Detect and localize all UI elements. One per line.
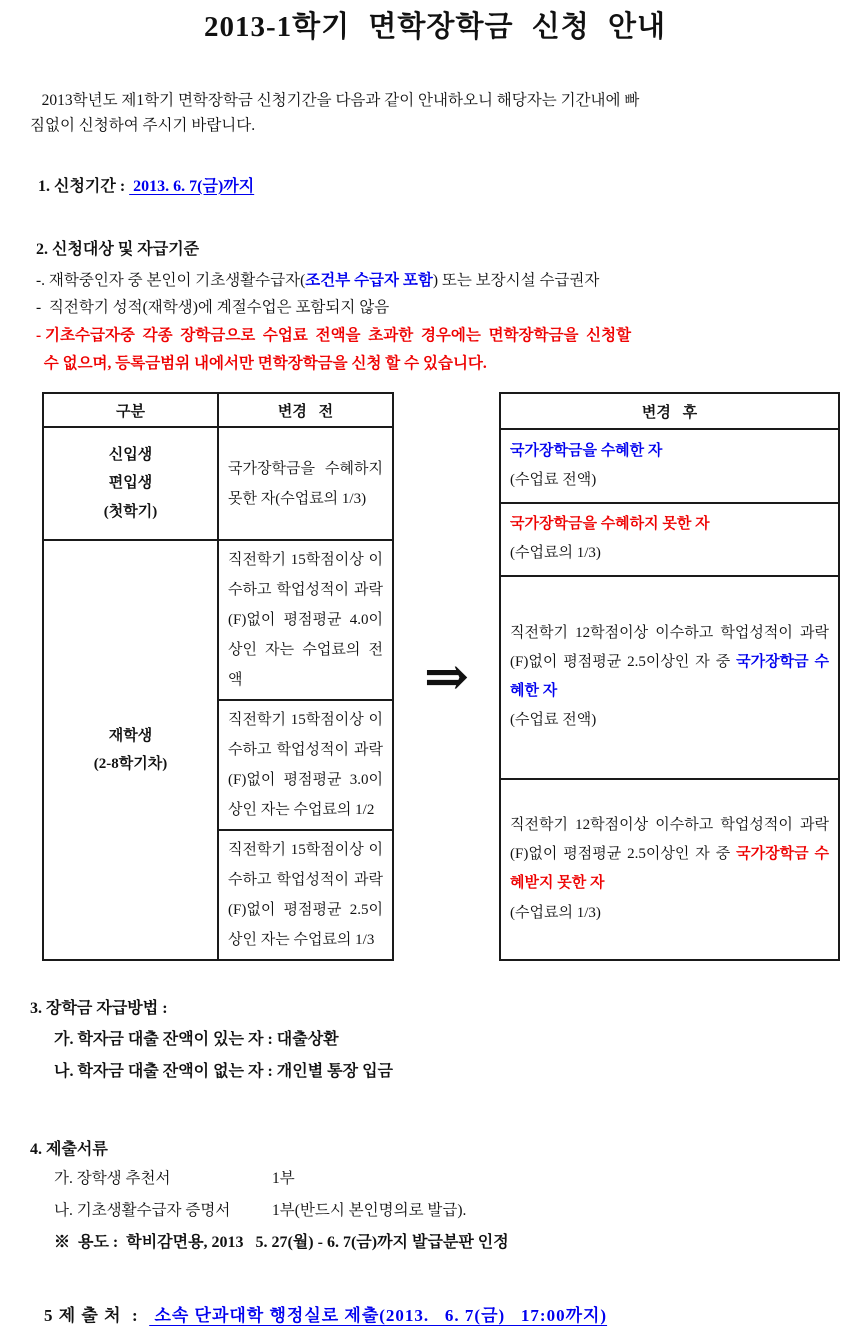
table-after-change	[499, 392, 840, 961]
section4-items	[30, 1163, 840, 1259]
row-freshman-text: 국가장학금을 수혜하지 못한 자(수업료의 1/3)	[218, 427, 393, 540]
bullet1-highlight: 조건부 수급자 포함	[305, 271, 433, 289]
row-after-1b	[500, 503, 839, 576]
bullet1-text-post: ) 또는 보장시설 수급권자	[432, 271, 600, 289]
bullet-warning-line2: 수 없으며, 등록금범위 내에서만 면학장학금을 신청 할 수 있습니다.	[36, 355, 487, 373]
section4-item2-value: 1부(반드시 본인명의로 발급).	[272, 1201, 467, 1219]
bullet1-text-pre: -. 재학중인자 중 본인이 기초생활수급자(	[36, 271, 306, 289]
table-row	[500, 779, 839, 961]
label-line: 편입생	[108, 475, 153, 492]
table-before-header-row	[43, 393, 393, 427]
row-freshman-label	[43, 427, 218, 540]
row-after-1a	[500, 429, 839, 502]
bullet-warning-line1: - 기초수급자중 각종 장학금으로 수업료 전액을 초과한 경우에는 면학장학금을 신청할	[36, 327, 632, 345]
section4-usage-note: ※ 용도 : 학비감면용, 2013 5. 27(월) - 6. 7(금)까지 발급분판 인정	[54, 1233, 509, 1251]
table-row	[43, 540, 393, 700]
label-line: (첫학기)	[103, 503, 158, 520]
section2-bullets	[30, 267, 840, 379]
table-before-change	[42, 392, 394, 961]
table-row	[43, 427, 393, 540]
row-enrolled-cell-a: 직전학기 15학점이상 이수하고 학업성적이 과락(F)없이 평점평균 4.0이상인 자는 수업료의 전액	[218, 540, 393, 700]
row-after-2-sub: (수업료 전액)	[510, 712, 597, 729]
row-enrolled-cell-c: 직전학기 15학점이상 이수하고 학업성적이 과락(F)없이 평점평균 2.5이상인 자는 수업료의 1/3	[218, 830, 393, 960]
double-arrow-icon: ⇒	[423, 646, 470, 707]
section1-application-period	[38, 173, 840, 196]
section4-heading: 4. 제출서류	[30, 1141, 108, 1159]
intro-line-2: 짐없이 신청하여 주시기 바랍니다.	[30, 116, 256, 134]
intro-paragraph	[30, 89, 840, 139]
table-row	[500, 576, 839, 779]
section1-label: 1. 신청기간 :	[38, 177, 130, 195]
table-after-header: 변경 후	[500, 393, 839, 429]
table-row	[500, 429, 839, 502]
section3-heading: 3. 장학금 자급방법 :	[30, 1000, 168, 1018]
row-after-1b-sub: (수업료의 1/3)	[510, 545, 601, 562]
section4-item1-label: 가. 장학생 추천서	[54, 1170, 171, 1188]
section5-label: 5 제 출 처 :	[44, 1306, 150, 1326]
row-after-2-highlight: 국가장학금 수혜한 자	[510, 653, 829, 700]
page-title: 2013-1학기 면학장학금 신청 안내	[203, 11, 667, 43]
section4-item-2	[54, 1195, 840, 1227]
section4-item2-label: 나. 기초생활수급자 증명서	[54, 1201, 231, 1219]
row-after-1b-main: 국가장학금을 수혜하지 못한 자	[510, 515, 710, 532]
section4-item-1	[54, 1163, 840, 1195]
row-after-3-text: 직전학기 12학점이상 이수하고 학업성적이 과락(F)없이 평점평균 2.5이상인 자 중	[510, 816, 829, 863]
bullet-grades: - 직전학기 성적(재학생)에 계절수업은 포함되지 않음	[36, 299, 390, 317]
section3-item-2: 나. 학자금 대출 잔액이 없는 자 : 개인별 통장 입금	[54, 1063, 393, 1081]
section5-value: 소속 단과대학 행정실로 제출(2013. 6. 7(금) 17:00까지)	[149, 1306, 608, 1326]
row-after-3-sub: (수업료의 1/3)	[510, 904, 601, 921]
bullet-eligibility	[36, 267, 840, 295]
row-after-1a-main: 국가장학금을 수혜한 자	[510, 442, 663, 459]
row-enrolled-label	[43, 540, 218, 960]
table-after-header-row	[500, 393, 839, 429]
table-before-col2-header: 변경 전	[218, 393, 393, 427]
row-after-3	[500, 779, 839, 961]
section1-deadline: 2013. 6. 7(금)까지	[129, 177, 255, 195]
section5-submission	[44, 1301, 840, 1326]
bullet-warning	[36, 322, 840, 378]
row-after-2	[500, 576, 839, 779]
table-row	[500, 503, 839, 576]
table-before-col1-header: 구분	[43, 393, 218, 427]
row-after-3-highlight: 국가장학금 수혜받지 못한 자	[510, 846, 829, 892]
label-line: 신입생	[108, 446, 153, 463]
intro-line-1: 2013학년도 제1학기 면학장학금 신청기간을 다음과 같이 안내하오니 해당자는 기간내에 빠	[30, 92, 640, 109]
row-after-1a-sub: (수업료 전액)	[510, 472, 597, 489]
section3-item-1: 가. 학자금 대출 잔액이 있는 자 : 대출상환	[54, 1031, 339, 1049]
section4-item1-value: 1부	[272, 1170, 295, 1188]
section2-heading: 2. 신청대상 및 자급기준	[36, 240, 200, 258]
comparison-tables	[42, 392, 840, 961]
section3-items	[30, 1024, 840, 1088]
label-line: (2-8학기차)	[93, 756, 168, 773]
row-enrolled-cell-b: 직전학기 15학점이상 이수하고 학업성적이 과락(F)없이 평점평균 3.0이상인 자는 수업료의 1/2	[218, 700, 393, 830]
label-line: 재학생	[108, 727, 153, 744]
row-after-2-text: 직전학기 12학점이상 이수하고 학업성적이 과락(F)없이 평점평균 2.5이상인 자 중	[510, 624, 829, 670]
